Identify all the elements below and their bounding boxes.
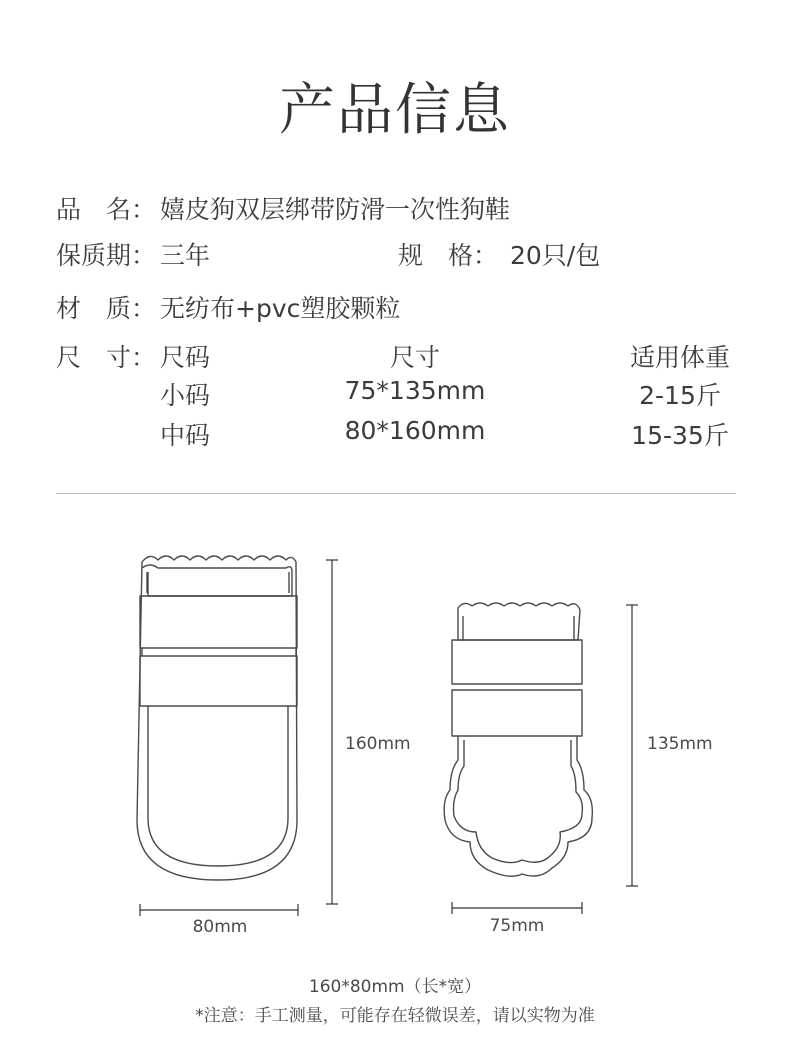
size-table-header-dimension: 尺寸 [389, 343, 440, 372]
size-table-cell: 2-15斤 [639, 381, 721, 410]
measurement-disclaimer: *注意：手工测量，可能存在轻微误差，请以实物为准 [195, 1006, 595, 1026]
size-table-header-weight: 适用体重 [629, 343, 730, 372]
material-label: 材 质： [56, 294, 157, 323]
size-table-cell: 75*135mm [344, 376, 486, 405]
size-table-cell: 15-35斤 [631, 421, 729, 450]
spec-label: 规 格： [398, 241, 499, 270]
name-value: 嬉皮狗双层绑带防滑一次性狗鞋 [160, 195, 511, 224]
size-table-cell: 小码 [160, 381, 211, 410]
size-table-cell: 80*160mm [344, 416, 486, 445]
size-table-header-size: 尺码 [160, 343, 211, 372]
page-title: 产品信息 [279, 78, 511, 143]
large-shoe-width-label: 80mm [192, 917, 248, 937]
shelf-life-label: 保质期： [56, 241, 157, 270]
small-shoe-height-label: 135mm [647, 734, 713, 754]
large-shoe-outline [137, 556, 297, 880]
dimension-note: 160*80mm（长*宽） [308, 977, 482, 997]
small-shoe-outline [444, 603, 592, 876]
size-label: 尺 寸： [56, 343, 157, 372]
small-shoe-width-label: 75mm [489, 916, 545, 936]
material-value: 无纺布+pvc塑胶颗粒 [160, 294, 401, 323]
size-table-cell: 中码 [160, 421, 211, 450]
large-shoe-height-label: 160mm [345, 734, 411, 754]
shelf-life-value: 三年 [160, 241, 211, 270]
name-label: 品 名： [56, 195, 157, 224]
spec-value: 20只/包 [510, 241, 601, 270]
